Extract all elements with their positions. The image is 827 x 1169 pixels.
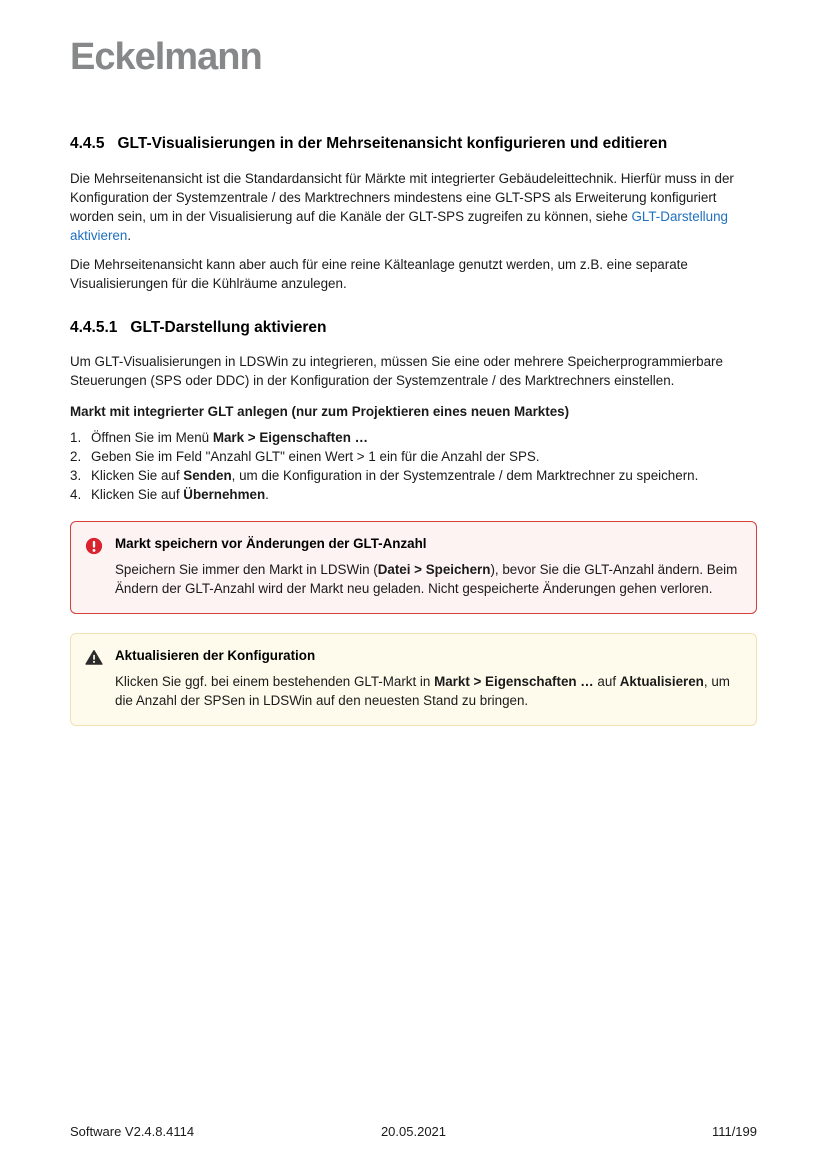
warning-note	[70, 633, 757, 726]
note-text-plain: Speichern Sie immer den Markt in LDSWin (	[115, 562, 378, 577]
note-text-plain: auf	[593, 674, 620, 689]
note-body	[115, 672, 740, 710]
note-text-bold: Markt > Eigenschaften …	[434, 674, 594, 689]
exclamation-circle-icon	[85, 536, 103, 598]
step-text-plain: .	[265, 487, 269, 502]
step-text-plain: Klicken Sie auf	[91, 468, 184, 483]
step-text-bold: Mark > Eigenschaften …	[212, 430, 368, 445]
step-list	[70, 428, 757, 504]
step-text-bold: Senden	[183, 468, 232, 483]
paragraph-intro-1	[70, 169, 757, 245]
brand-logo: Eckelmann	[70, 36, 262, 78]
paragraph-intro-2: Die Mehrseitenansicht kann aber auch für eine reine Kälteanlage genutzt werden, um z.B. eine separate Visualisierungen für die Kühlräume anzulegen.	[70, 257, 688, 291]
note-text-plain: ), bevor Sie die GLT-Anzahl ändern. Beim Ändern der GLT-Anzahl wird der Markt neu geladen. Nicht gespeicherte Änderungen gehen verloren.	[115, 562, 738, 596]
list-item-text	[91, 428, 757, 447]
note-text-bold: Aktualisieren	[619, 674, 704, 689]
note-content	[115, 648, 740, 710]
subsection-number: 4.4.5.1	[70, 319, 118, 336]
page-footer	[70, 1124, 757, 1139]
list-item	[70, 485, 757, 504]
list-item-number: 2.	[70, 449, 82, 464]
list-item	[70, 447, 757, 466]
step-text-plain: Geben Sie im Feld "Anzahl GLT" einen Wert > 1 ein für die Anzahl der SPS.	[91, 449, 540, 464]
section-title: GLT-Visualisierungen in der Mehrseitenansicht konfigurieren und editieren	[117, 135, 668, 152]
list-item-text	[91, 485, 757, 504]
note-body	[115, 560, 740, 598]
list-item	[70, 466, 757, 485]
danger-note	[70, 521, 757, 614]
step-text-plain: Klicken Sie auf	[91, 487, 184, 502]
footer-version: Software V2.4.8.4114	[70, 1124, 195, 1139]
subsection-title: GLT-Darstellung aktivieren	[130, 319, 327, 336]
note-text-plain: Klicken Sie ggf. bei einem bestehenden GLT-Markt in	[115, 674, 435, 689]
list-item-text	[91, 466, 757, 485]
note-text-plain: , um die Anzahl der SPSen in LDSWin auf den neuesten Stand zu bringen.	[115, 674, 730, 708]
list-item-number: 4.	[70, 487, 82, 502]
list-item-number: 3.	[70, 468, 82, 483]
note-content	[115, 536, 740, 598]
notes-section	[70, 521, 757, 726]
paragraph-text: .	[127, 228, 132, 243]
procedure-title: Markt mit integrierter GLT anlegen (nur zum Projektieren eines neuen Marktes)	[70, 404, 570, 419]
note-text-bold: Datei > Speichern	[377, 562, 491, 577]
paragraph-text: Die Mehrseitenansicht ist die Standardansicht für Märkte mit integrierter Gebäudeleittechnik. Hierfür muss in der Konfiguration der Systemzentrale / des Marktrechners mindestens eine GLT-SPS als Erweiterung konfiguriert worden sein, um in der Visualisierung auf die Kanäle der GLT-SPS zugreifen zu können, siehe	[70, 171, 734, 224]
link-glt-darstellung-aktivieren[interactable]: GLT-Darstellung aktivieren	[70, 209, 728, 243]
warning-triangle-icon	[85, 648, 103, 710]
step-text-plain: Öffnen Sie im Menü	[91, 430, 213, 445]
footer-page-number: 111/199	[711, 1124, 757, 1139]
step-text-plain: , um die Konfiguration in der Systemzentrale / dem Marktrechner zu speichern.	[231, 468, 699, 483]
footer-date: 20.05.2021	[380, 1124, 447, 1139]
list-item-text	[91, 447, 757, 466]
note-title: Markt speichern vor Änderungen der GLT-Anzahl	[115, 536, 427, 551]
list-item	[70, 428, 757, 447]
step-text-bold: Übernehmen	[183, 487, 266, 502]
subsection-heading	[70, 319, 757, 337]
section-heading	[70, 135, 757, 153]
list-item-number: 1.	[70, 430, 82, 445]
paragraph-activation: Um GLT-Visualisierungen in LDSWin zu integrieren, müssen Sie eine oder mehrere Speicherprogrammierbare Steuerungen (SPS oder DDC) in der Konfiguration der Systemzentrale / des Marktrechners einstellen.	[70, 354, 723, 388]
note-title: Aktualisieren der Konfiguration	[115, 648, 316, 663]
section-number: 4.4.5	[70, 135, 105, 152]
